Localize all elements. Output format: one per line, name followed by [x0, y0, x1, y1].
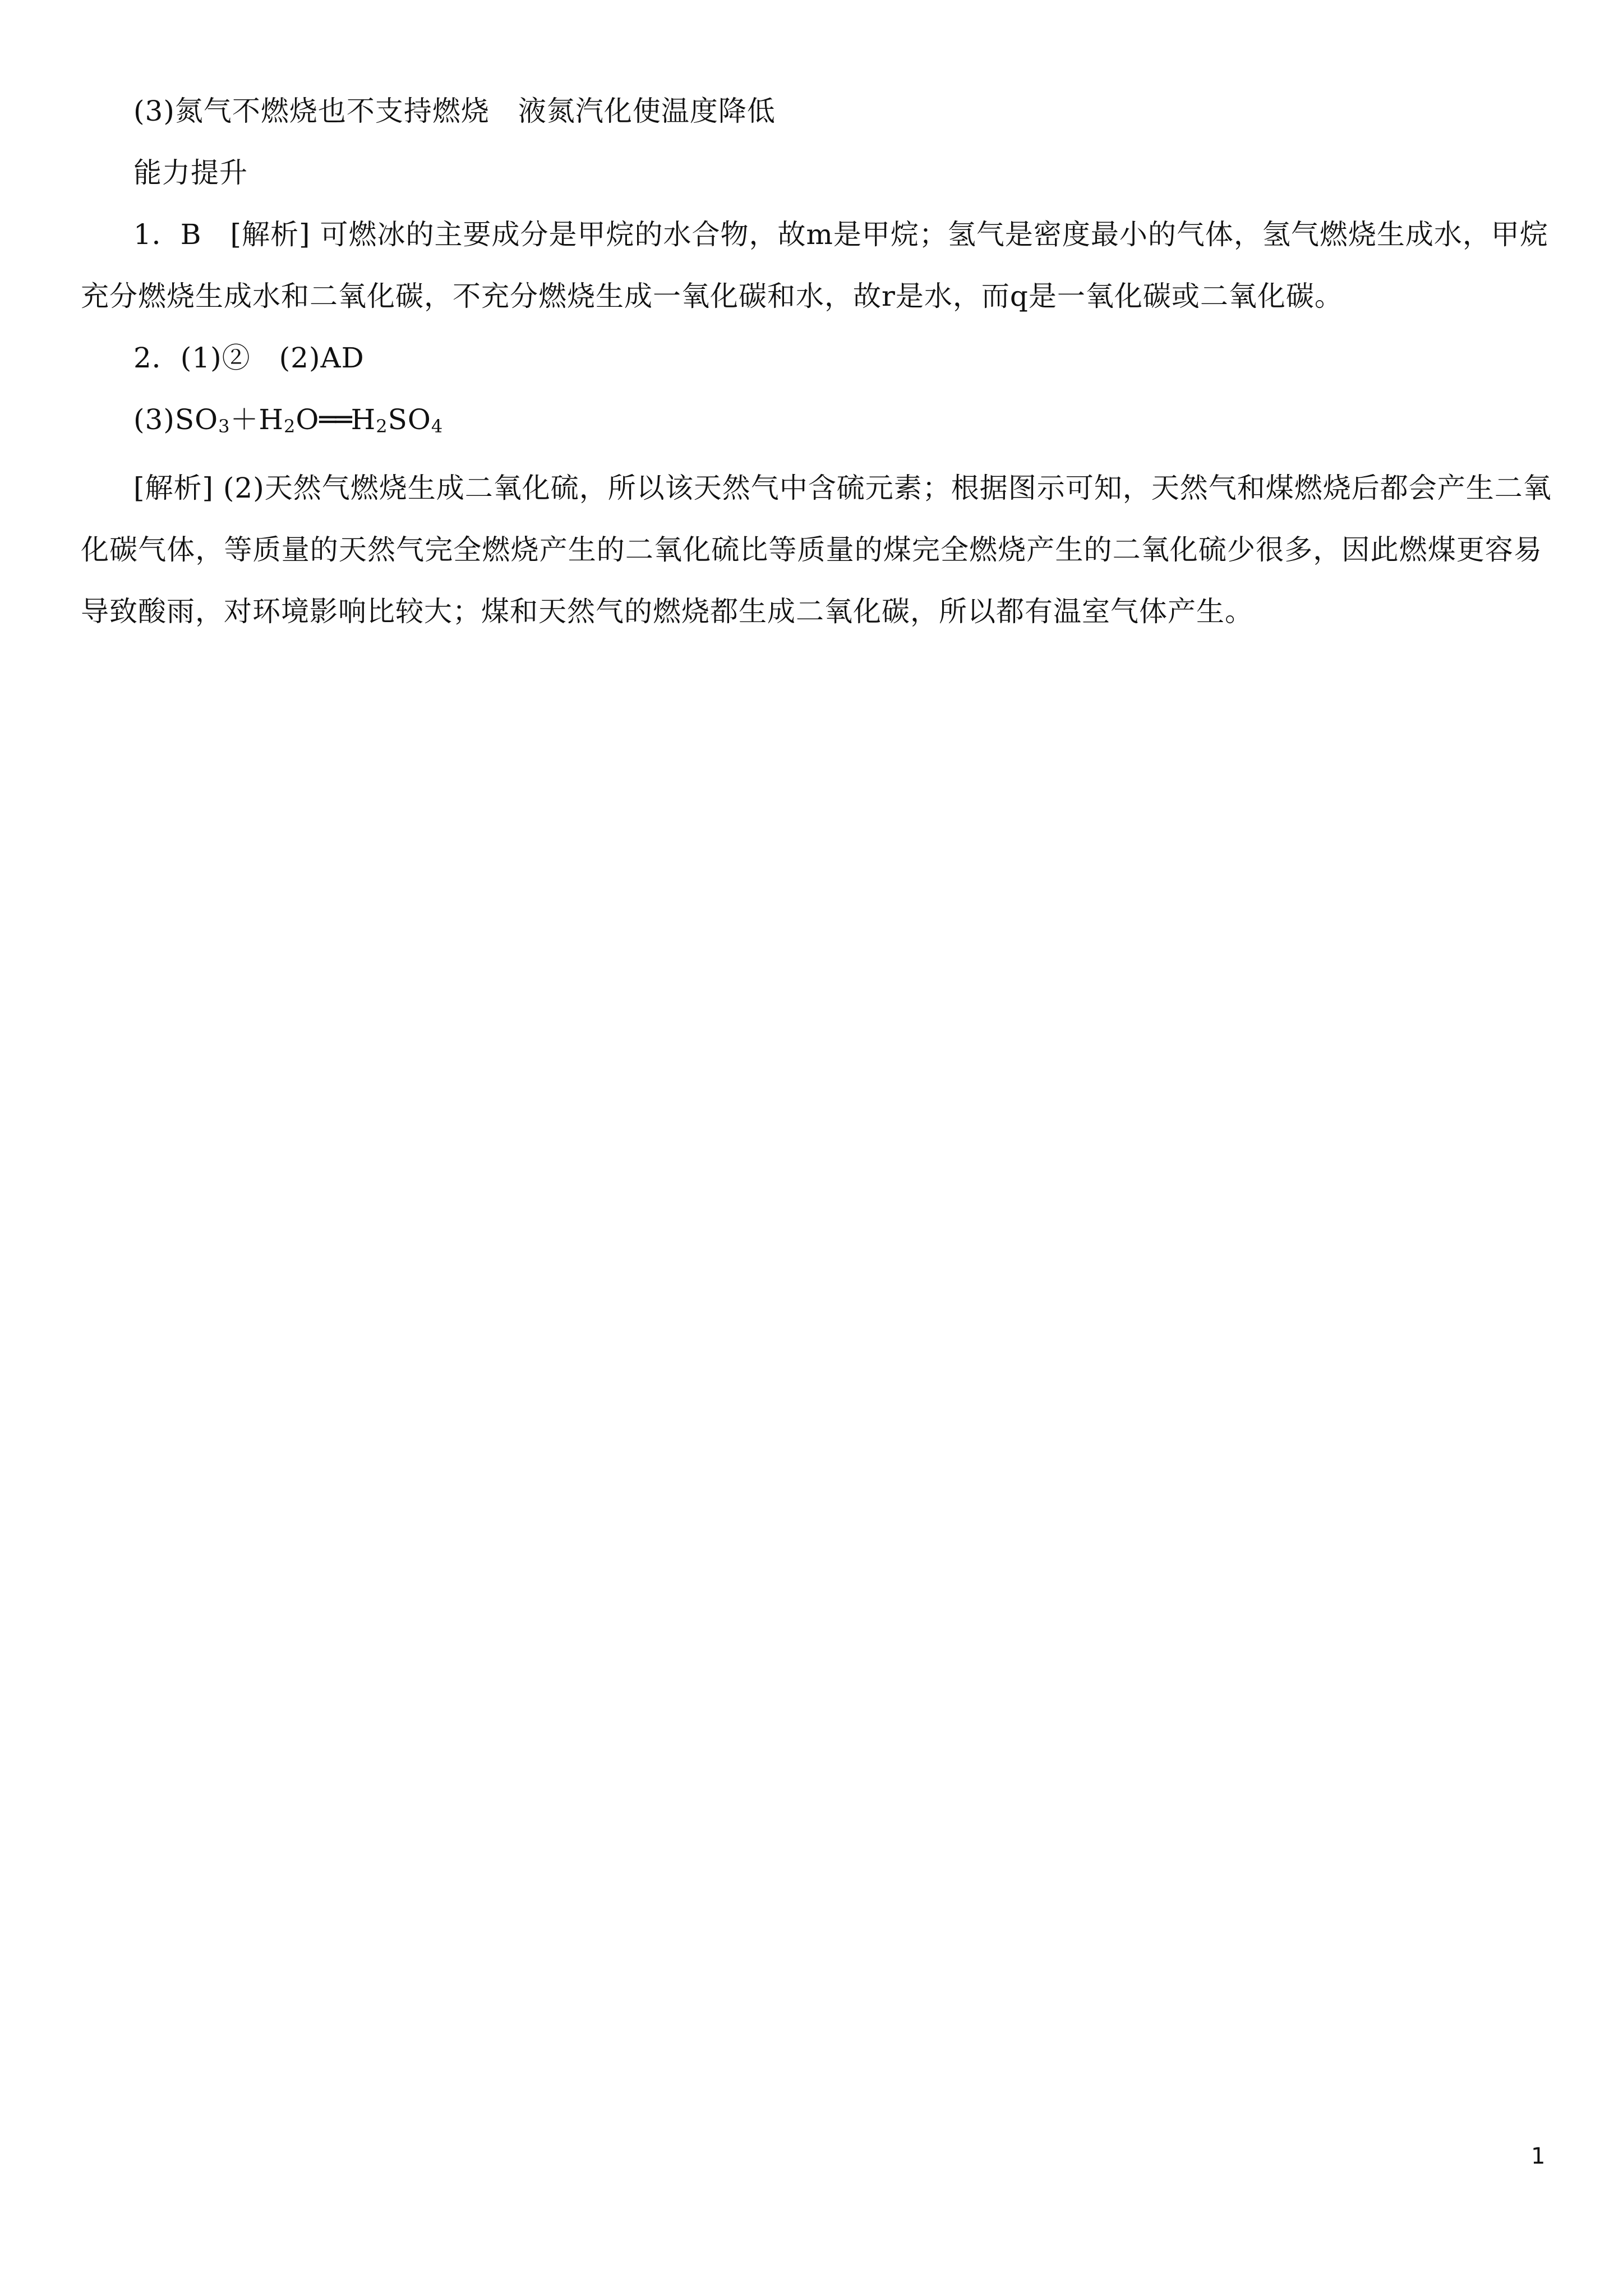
- answer-q3-line: (3)氮气不燃烧也不支持燃烧 液氮汽化使温度降低: [133, 95, 776, 127]
- answer-q1-line-b: 充分燃烧生成水和二氧化碳，不充分燃烧生成一氧化碳和水，故r是水，而q是一氧化碳或二氧化碳。: [81, 280, 1343, 312]
- equation-plus: ＋H: [230, 403, 284, 436]
- subscript: 2: [284, 416, 296, 437]
- equation-reactant-1: (3)SO: [133, 403, 219, 436]
- subscript: 2: [376, 416, 388, 437]
- analysis-line-a: [解析] (2)天然气燃烧生成二氧化硫，所以该天然气中含硫元素；根据图示可知，天然气和煤燃烧后都会产生二氧: [133, 472, 1552, 504]
- answer-q2-line: 2．(1)② (2)AD: [133, 342, 365, 374]
- section-heading: 能力提升: [133, 157, 248, 189]
- analysis-line-c: 导致酸雨，对环境影响比较大；煤和天然气的燃烧都生成二氧化碳，所以都有温室气体产生。: [81, 595, 1253, 628]
- equation-so: SO: [388, 403, 431, 436]
- page-number: 1: [1531, 2143, 1546, 2169]
- answer-q1-line-a: 1．B [解析] 可燃冰的主要成分是甲烷的水合物，故m是甲烷；氢气是密度最小的气体，氢气燃烧生成水，甲烷: [133, 218, 1548, 251]
- equation-equals-sign: ══: [319, 403, 351, 436]
- equation-h: H: [351, 403, 376, 436]
- analysis-line-b: 化碳气体，等质量的天然气完全燃烧产生的二氧化硫比等质量的煤完全燃烧产生的二氧化硫少很多，因此燃煤更容易: [81, 533, 1542, 566]
- chemical-equation: [133, 403, 443, 436]
- subscript: 4: [431, 416, 444, 437]
- equation-o: O: [296, 403, 320, 436]
- subscript: 3: [218, 416, 230, 437]
